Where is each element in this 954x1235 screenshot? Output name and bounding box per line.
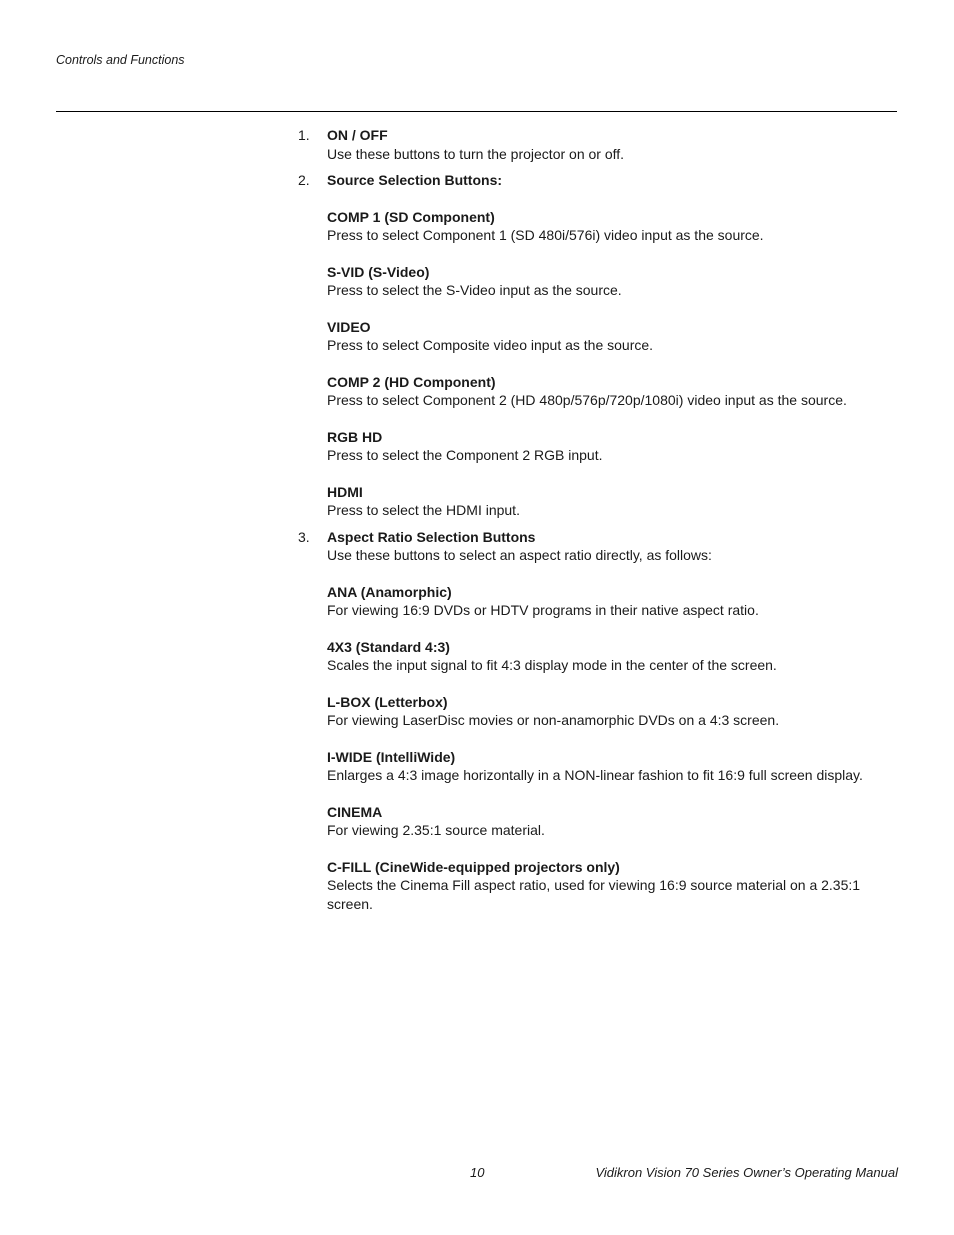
sub-entry-cfill xyxy=(327,858,888,914)
page-body xyxy=(298,126,888,913)
sub-heading: CINEMA xyxy=(327,803,383,820)
sub-heading: COMP 1 (SD Component) xyxy=(327,208,495,225)
sub-entry-svid xyxy=(327,263,888,300)
sub-description: Scales the input signal to fit 4:3 display mode in the center of the screen. xyxy=(327,657,777,673)
sub-heading: 4X3 (Standard 4:3) xyxy=(327,638,450,655)
sub-description: Press to select Component 1 (SD 480i/576i) video input as the source. xyxy=(327,227,764,243)
manual-title: Vidikron Vision 70 Series Owner’s Operating Manual xyxy=(595,1165,898,1180)
list-number: 2. xyxy=(298,172,310,188)
sub-heading: C-FILL (CineWide-equipped projectors only) xyxy=(327,858,620,875)
sub-heading: L-BOX (Letterbox) xyxy=(327,693,448,710)
sub-description: For viewing LaserDisc movies or non-anamorphic DVDs on a 4:3 screen. xyxy=(327,712,780,728)
item-description: Use these buttons to turn the projector on or off. xyxy=(327,145,625,162)
sub-heading: VIDEO xyxy=(327,318,371,335)
sub-description: Press to select Composite video input as the source. xyxy=(327,337,654,353)
sub-entry-hdmi xyxy=(327,483,888,520)
list-item-aspect-ratio xyxy=(298,528,888,914)
sub-entry-iwide xyxy=(327,748,888,785)
item-heading: Aspect Ratio Selection Buttons xyxy=(327,528,536,545)
sub-heading: S-VID (S-Video) xyxy=(327,263,430,280)
sub-description: Selects the Cinema Fill aspect ratio, used for viewing 16:9 source material on a 2.35:1 screen. xyxy=(327,877,861,912)
sub-entry-video xyxy=(327,318,888,355)
sub-heading: COMP 2 (HD Component) xyxy=(327,373,496,390)
sub-description: Press to select the S-Video input as the source. xyxy=(327,282,622,298)
sub-description: Press to select the HDMI input. xyxy=(327,502,520,518)
sub-description: For viewing 2.35:1 source material. xyxy=(327,822,545,838)
sub-entry-ana xyxy=(327,583,888,620)
list-number: 3. xyxy=(298,528,310,545)
sub-entry-lbox xyxy=(327,693,888,730)
item-heading: Source Selection Buttons: xyxy=(327,172,503,188)
page-number: 10 xyxy=(470,1165,485,1180)
item-heading: ON / OFF xyxy=(327,127,388,143)
sub-entry-comp2 xyxy=(327,373,888,410)
sub-heading: HDMI xyxy=(327,483,363,500)
sub-entry-rgb-hd xyxy=(327,428,888,465)
item-description: Use these buttons to select an aspect ratio directly, as follows: xyxy=(327,547,712,563)
list-item-source-selection xyxy=(298,171,888,520)
list-number: 1. xyxy=(298,127,310,143)
sub-heading: RGB HD xyxy=(327,428,383,445)
sub-description: Press to select Component 2 (HD 480p/576p/720p/1080i) video input as the source. xyxy=(327,392,847,408)
running-header: Controls and Functions xyxy=(56,53,185,67)
sub-entry-comp1 xyxy=(327,208,888,245)
sub-heading: ANA (Anamorphic) xyxy=(327,583,452,600)
sub-description: Enlarges a 4:3 image horizontally in a NON-linear fashion to fit 16:9 full screen display. xyxy=(327,767,863,783)
list-item-on-off xyxy=(298,126,888,163)
sub-entry-4x3 xyxy=(327,638,888,675)
sub-description: Press to select the Component 2 RGB input. xyxy=(327,447,603,463)
sub-entry-cinema xyxy=(327,803,888,840)
sub-description: For viewing 16:9 DVDs or HDTV programs in their native aspect ratio. xyxy=(327,602,759,618)
header-rule xyxy=(56,111,897,112)
sub-heading: I-WIDE (IntelliWide) xyxy=(327,748,456,765)
